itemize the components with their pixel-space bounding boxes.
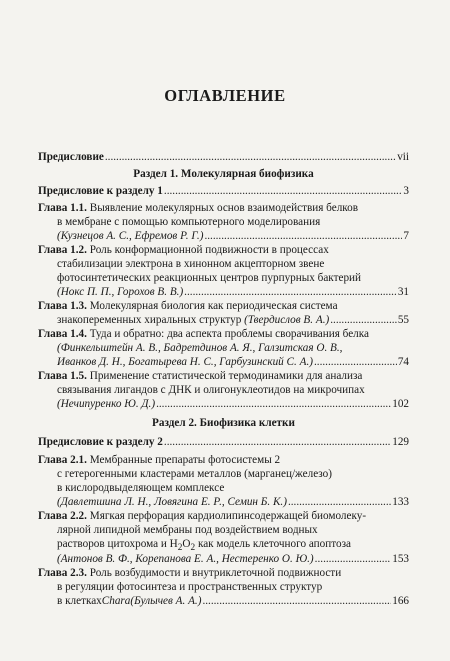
chapter-authors: (Кузнецов А. С., Ефремов Р. Г.) [57,230,204,242]
entry-label: Предисловие к разделу 1 [38,185,163,197]
title-part: в клетках [57,595,102,607]
page-number: 129 [392,436,409,448]
chapter-authors-line [57,230,409,243]
toc-entry-preface-section-2[interactable] [38,436,409,449]
page-number: 7 [403,230,409,242]
toc-entry-2-1[interactable] [38,454,409,467]
chapter-number: Глава 1.3. [38,300,87,312]
chapter-title: Роль возбудимости и внутриклеточной подвижности [89,567,342,579]
chapter-authors: (Булычев А. А.) [130,595,202,607]
page-number: 166 [392,595,409,607]
chapter-title: Выявление молекулярных основ взаимодействия белков [89,202,359,214]
toc-entry-1-1[interactable] [38,202,409,215]
section-heading-2: Раздел 2. Биофизика клетки [152,417,295,429]
entry-label: Предисловие к разделу 2 [38,436,163,448]
chapter-title: Мембранные препараты фотосистемы 2 [89,454,281,466]
chapter-title: Туда и обратно: два аспекта проблемы сворачивания белка [89,328,369,340]
toc-entry-preface[interactable] [38,151,409,164]
chapter-number: Глава 2.3. [38,567,87,579]
chapter-number: Глава 1.4. [38,328,87,340]
chapter-title-line: лярной липидной мембраны под воздействием водных [57,524,318,536]
chapter-title-line: в регуляции фотосинтеза и пространственных структур [57,581,323,593]
chapter-authors-line [57,595,409,608]
toc-entry-1-4[interactable] [38,328,409,341]
section-heading-1: Раздел 1. Молекулярная биофизика [133,168,314,180]
title-part: Chara [101,595,131,607]
chapter-title-line: стабилизации электрона в хинонном акцепторном звене [57,258,325,270]
chapter-title: Мягкая перфорация кардиолипинсодержащей биомолеку- [89,510,367,522]
page-title: ОГЛАВЛЕНИЕ [164,86,286,105]
chapter-title-line: знакопеременных хиральных структур [57,314,242,326]
title-part: как модель клеточного апоптоза [195,538,351,550]
chapter-authors: (Давлетшина Л. Н., Ловягина Е. Р., Семин Б. К.) [57,496,287,508]
leader-dots [164,185,403,198]
chapter-authors-line [57,398,409,411]
subscript: 2 [177,543,183,554]
title-part: растворов цитохрома и H [57,538,178,550]
toc-entry-preface-section-1[interactable] [38,185,409,198]
page-number: 153 [392,553,409,565]
leader-dots [164,436,391,449]
chapter-number: Глава 1.2. [38,244,87,256]
toc-entry-2-2[interactable] [38,510,409,523]
chapter-authors: Иванков Д. Н., Богатырева Н. С., Гарбузинский С. А.) [57,356,313,368]
chapter-title: Применение статистической термодинамики для анализа [89,370,363,382]
leader-dots [288,496,391,509]
page-number: vii [397,151,409,163]
chapter-title-line: фотосинтетических реакционных центров пурпурных бактерий [57,272,362,284]
chapter-authors-line [57,314,409,327]
chapter-title: Роль конформационной подвижности в процессах [89,244,329,256]
chapter-title-line: с гетерогенными кластерами металлов (марганец/железо) [57,468,332,480]
leader-dots [184,286,397,299]
chapter-title: Молекулярная биология как периодическая система [89,300,338,312]
subscript: 2 [190,543,196,554]
leader-dots [330,314,397,327]
leader-dots [204,230,402,243]
chapter-number: Глава 1.1. [38,202,87,214]
leader-dots [105,151,396,164]
chapter-title-line: в кислородвыделяющем комплексе [57,482,225,494]
page-number: 102 [392,398,409,410]
chapter-title-line: связывания лигандов с ДНК и олигонуклеотидов на микрочипах [57,384,365,396]
page-number: 74 [397,356,409,368]
page-number: 55 [397,314,409,326]
chapter-authors: (Нечипуренко Ю. Д.) [57,398,156,410]
chapter-authors-line [57,356,409,369]
chapter-authors: (Нокс П. П., Горохов В. В.) [57,286,184,298]
toc-entry-1-2[interactable] [38,244,409,257]
chapter-number: Глава 1.5. [38,370,87,382]
chapter-title-line: в мембране с помощью компьютерного моделирования [57,216,321,228]
chapter-number: Глава 2.2. [38,510,87,522]
leader-dots [156,398,391,411]
toc-entry-2-3[interactable] [38,567,409,580]
chapter-authors-line [57,286,409,299]
chapter-authors: (Финкельштейн А. В., Бадретдинов А. Я., Галзитская О. В., [57,342,343,354]
leader-dots [315,553,392,566]
page-number: 133 [392,496,409,508]
entry-label: Предисловие [38,151,104,163]
toc-entry-1-3[interactable] [38,300,409,313]
leader-dots [314,356,397,369]
chapter-authors: (Антонов В. Ф., Корепанова Е. А., Нестеренко О. Ю.) [57,553,314,565]
chapter-authors-line [57,496,409,509]
page-number: 3 [403,185,409,197]
title-part: O [182,538,191,550]
chapter-number: Глава 2.1. [38,454,87,466]
toc-entry-1-5[interactable] [38,370,409,383]
chapter-authors: (Твердислов В. А.) [244,314,330,326]
chapter-authors-line [57,553,409,566]
chapter-authors-line [57,342,409,355]
page-number: 31 [397,286,409,298]
leader-dots [202,595,391,608]
